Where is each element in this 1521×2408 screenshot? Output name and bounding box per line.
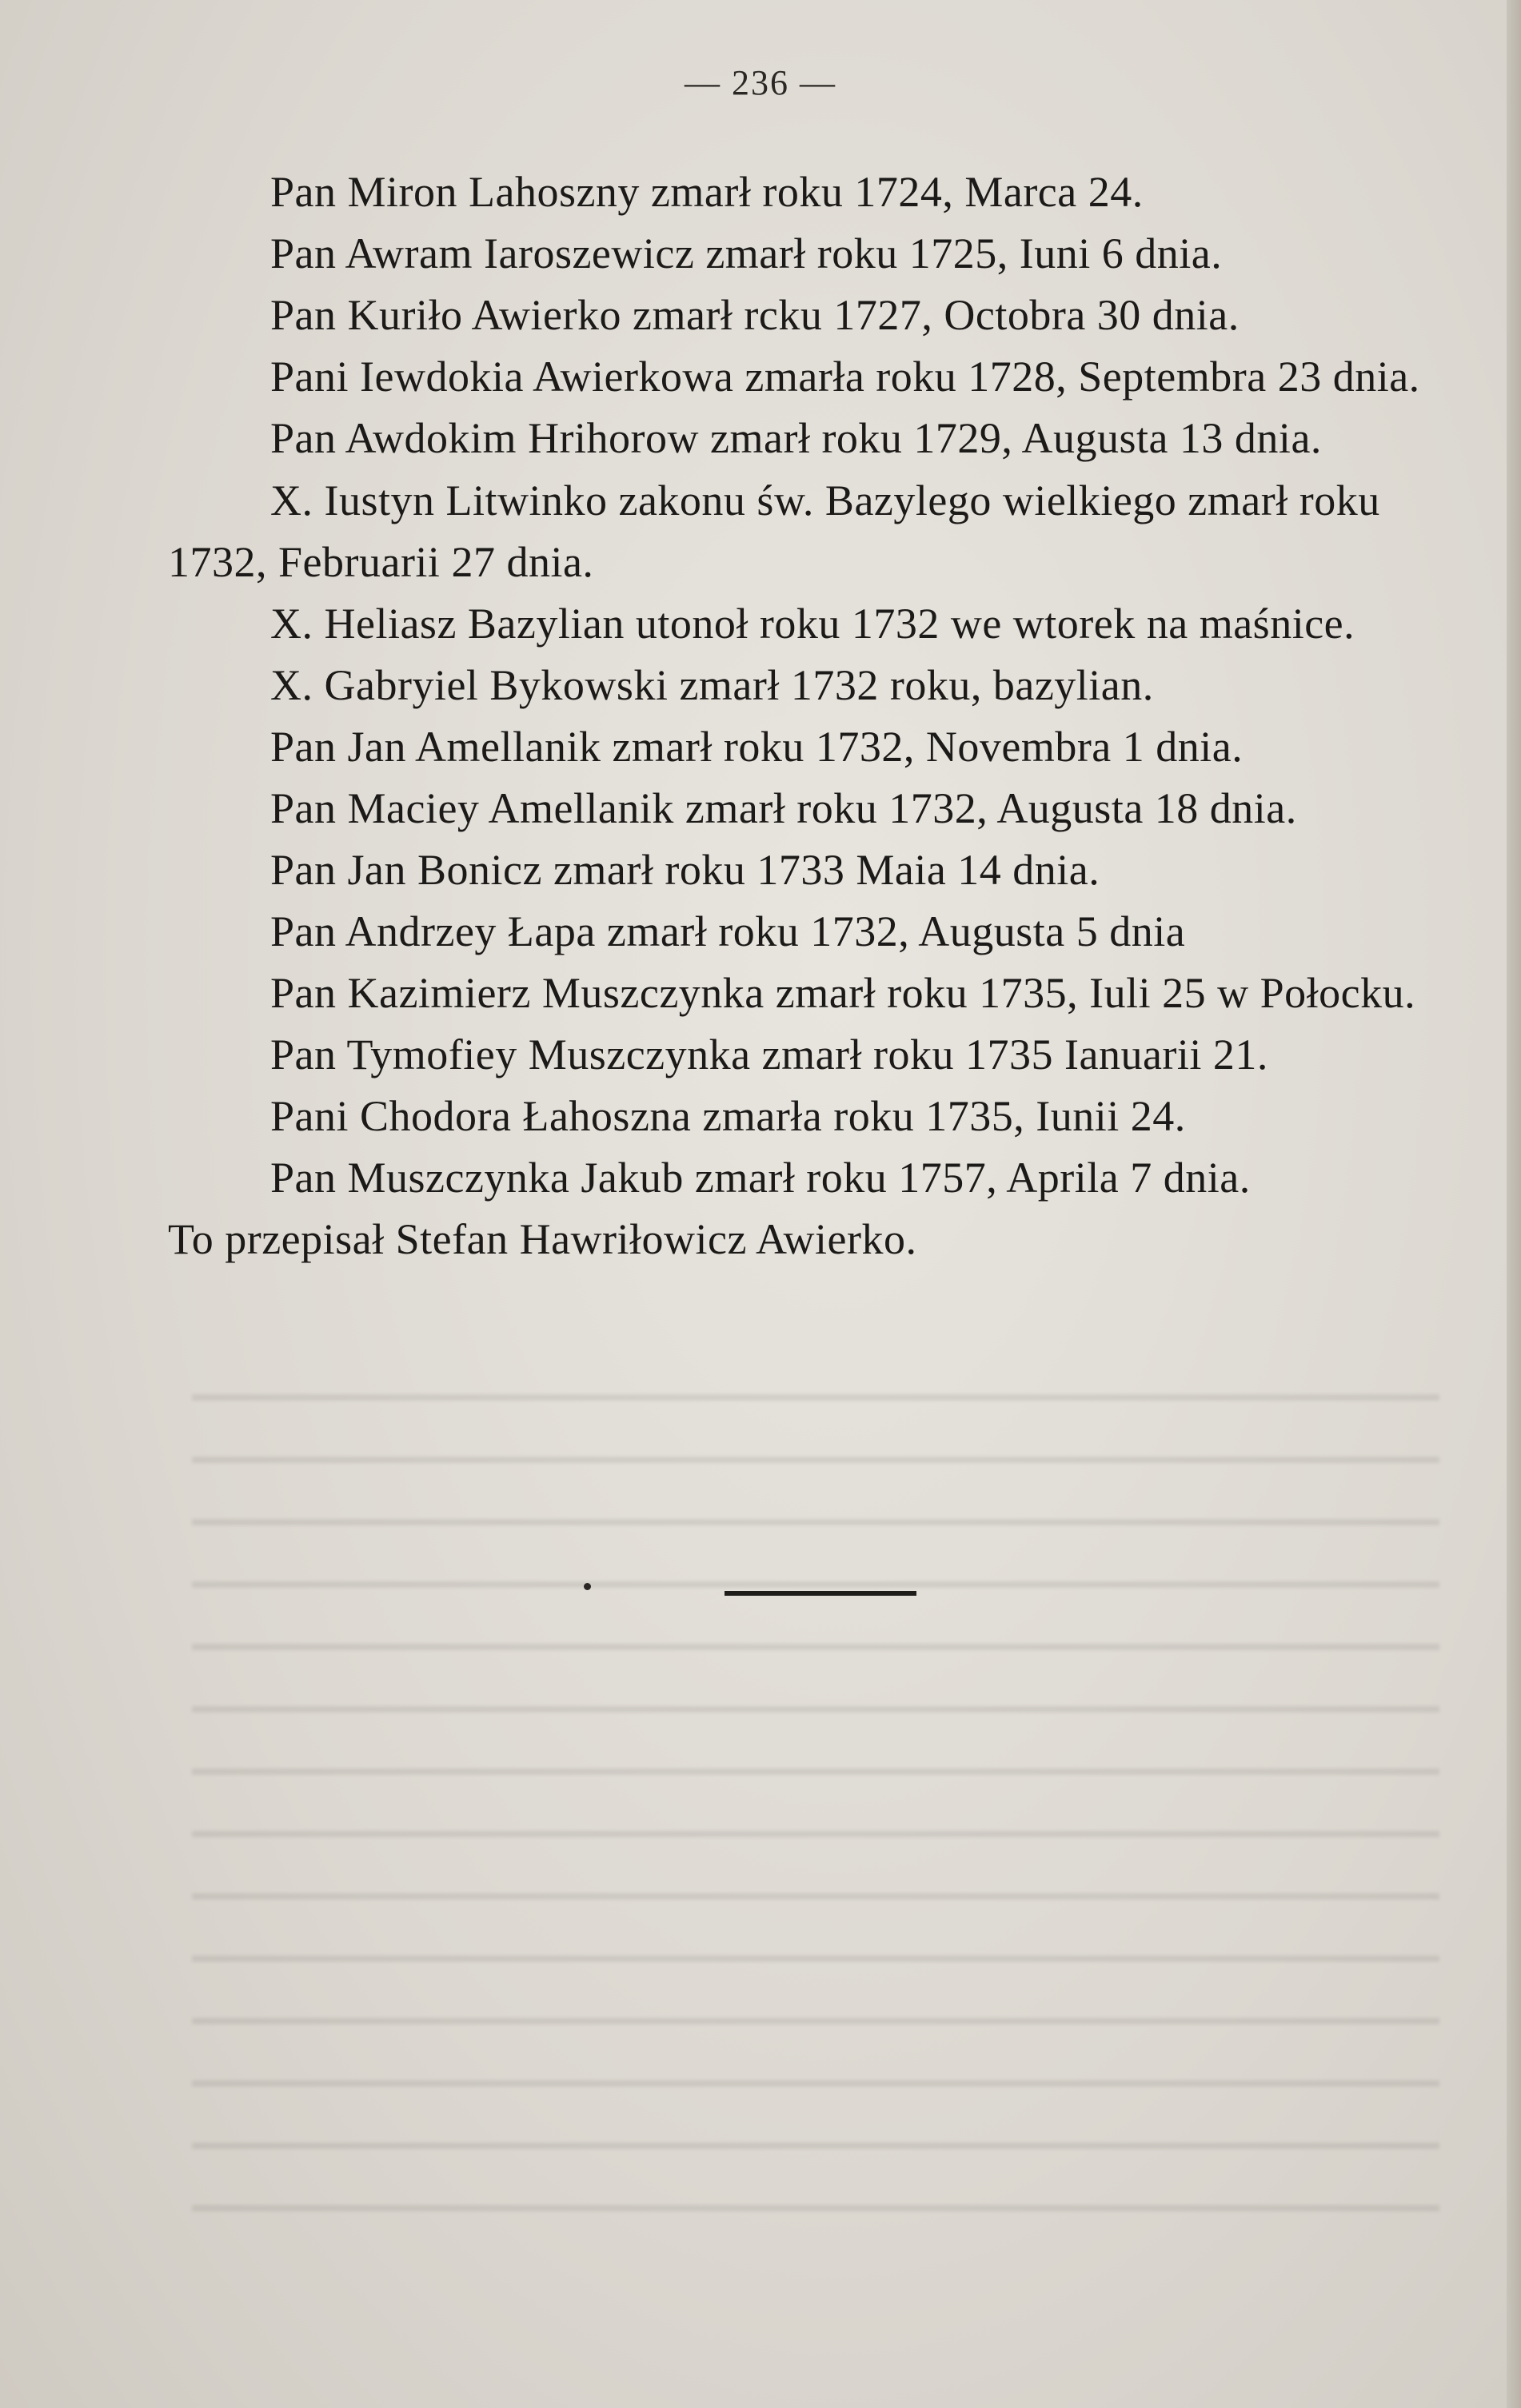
text-line: Pan Miron Lahoszny zmarł roku 1724, Marca 24. — [270, 168, 1144, 216]
text-line: To przepisał Stefan Hawriłowicz Awierko. — [168, 1215, 917, 1263]
page-edge — [1507, 0, 1521, 2408]
text-line: Pan Maciey Amellanik zmarł roku 1732, Augusta 18 dnia. — [270, 784, 1297, 832]
text-line: Pan Kuriło Awierko zmarł rcku 1727, Octobra 30 dnia. — [270, 291, 1240, 339]
text-line: Pan Tymofiey Muszczynka zmarł roku 1735 Ianuarii 21. — [270, 1031, 1268, 1078]
text-line: Pan Jan Bonicz zmarł roku 1733 Maia 14 dnia. — [270, 846, 1100, 894]
text-line: Pan Andrzey Łapa zmarł roku 1732, Augusta 5 dnia — [270, 907, 1186, 955]
bleed-through-text — [192, 1359, 1439, 2239]
page-number: — 236 — — [685, 63, 836, 102]
text-line: X. Iustyn Litwinko zakonu św. Bazylego wielkiego zmarł roku — [270, 476, 1380, 524]
text-line: Pan Awram Iaroszewicz zmarł roku 1725, Iuni 6 dnia. — [270, 229, 1223, 277]
text-line: X. Heliasz Bazylian utonoł roku 1732 we wtorek na maśnice. — [270, 600, 1355, 648]
text-line: Pani Iewdokia Awierkowa zmarła roku 1728, Septembra 23 dnia. — [270, 353, 1420, 401]
text-line: X. Gabryiel Bykowski zmarł 1732 roku, bazylian. — [270, 661, 1154, 709]
stray-dot — [584, 1583, 591, 1590]
text-line: Pan Jan Amellanik zmarł roku 1732, Novembra 1 dnia. — [270, 723, 1244, 771]
text-line: Pani Chodora Łahoszna zmarła roku 1735, Iunii 24. — [270, 1092, 1186, 1140]
text-line: Pan Muszczynka Jakub zmarł roku 1757, Aprila 7 dnia. — [270, 1154, 1251, 1202]
section-divider-rule — [725, 1591, 916, 1596]
text-line: Pan Awdokim Hrihorow zmarł roku 1729, Augusta 13 dnia. — [270, 414, 1322, 462]
text-line: 1732, Februarii 27 dnia. — [168, 538, 594, 586]
text-line: Pan Kazimierz Muszczynka zmarł roku 1735, Iuli 25 w Połocku. — [270, 969, 1416, 1017]
